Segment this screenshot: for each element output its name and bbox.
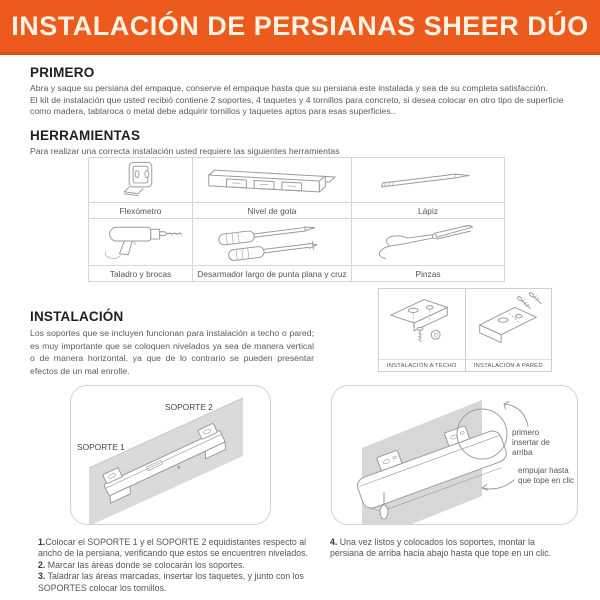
step-number: 1. bbox=[38, 537, 46, 547]
primero-paragraph-1: Abra y saque su persiana del empaque, conserve el empaque hasta que su persiana este instalada y sea de su completa satisfacción. bbox=[30, 83, 548, 93]
tool-label: Nivel de gota bbox=[193, 203, 352, 219]
center-marker: * bbox=[177, 464, 181, 474]
steps-right-column bbox=[330, 537, 560, 560]
step-text: Marcar las áreas donde se colocarán los soportes. bbox=[45, 559, 245, 570]
mounting-diagram-panel bbox=[331, 385, 578, 525]
wall-bracket-icon bbox=[466, 289, 552, 359]
drill-icon bbox=[89, 219, 192, 265]
instalacion-heading: INSTALACIÓN bbox=[30, 309, 124, 324]
title-bar bbox=[0, 0, 600, 55]
steps-left-column bbox=[38, 537, 319, 594]
list-item bbox=[38, 571, 319, 594]
step-text: Colocar el SOPORTE 1 y el SOPORTE 2 equidistantes respecto al ancho de la persiana, verificando que estos se encuentren nivelados. bbox=[38, 537, 308, 559]
brackets-diagram-panel bbox=[70, 385, 271, 525]
ceiling-mount-cell bbox=[378, 288, 466, 372]
spirit-level-icon bbox=[193, 158, 351, 202]
tape-measure-icon bbox=[89, 158, 192, 202]
step-number: 4. bbox=[330, 537, 338, 547]
tool-label: Pinzas bbox=[352, 266, 505, 282]
table-row bbox=[89, 266, 505, 282]
step-text: Una vez listos y colocados los soportes, montar la persiana de arriba hacia abajo hasta que tope en un clic. bbox=[330, 537, 552, 559]
table-row bbox=[89, 219, 505, 266]
mounting-types-figure bbox=[378, 288, 552, 372]
primero-paragraph-2: El kit de instalación que usted recibió contiene 2 soportes, 4 taquetes y 4 tornillos para concreto, si desea colocar en otro tipo de superficie como madera, tablaroca o metal debe adquirir tornillos y taquetes aptos para esas superficies.. bbox=[30, 94, 564, 117]
tool-label: Lápiz bbox=[352, 203, 505, 219]
screwdrivers-icon bbox=[193, 219, 351, 265]
tool-label: Taladro y brocas bbox=[89, 266, 193, 282]
tool-label: Flexómetro bbox=[89, 203, 193, 219]
step-text: Taladrar las áreas marcadas, insertar los taquetes, y junto con los SOPORTES colocar los tornillos. bbox=[38, 571, 304, 593]
section-primero bbox=[30, 65, 574, 118]
primero-heading: PRIMERO bbox=[30, 65, 95, 80]
ceiling-bracket-icon bbox=[379, 289, 465, 359]
step-number: 3. bbox=[38, 571, 46, 582]
wall-mount-caption: INSTALACIÓN A PARED bbox=[466, 359, 552, 371]
pencil-icon bbox=[352, 158, 504, 202]
tools-table bbox=[88, 157, 505, 282]
page-title: INSTALACIÓN DE PERSIANAS SHEER DÚO bbox=[11, 10, 589, 41]
list-item bbox=[38, 560, 319, 571]
wall-mount-cell bbox=[466, 288, 553, 372]
section-instalacion bbox=[30, 309, 314, 377]
soporte-1-label: SOPORTE 1 bbox=[77, 442, 125, 452]
pliers-icon bbox=[352, 219, 504, 265]
section-herramientas bbox=[30, 128, 574, 158]
herramientas-intro: Para realizar una correcta instalación usted requiere las siguientes herramientas bbox=[30, 146, 340, 156]
table-row bbox=[89, 203, 505, 219]
step-number: 2. bbox=[38, 559, 46, 570]
tool-label: Desarmador largo de punta plana y cruz bbox=[193, 266, 352, 282]
list-item bbox=[330, 537, 560, 560]
instalacion-paragraph: Los soportes que se incluyen funcionan para instalación a techo o pared; es muy importante que se coloquen nivelados ya sea de manera vertical o de manera horizontal, ya que de lo contrario se pueden presentar efectos de un mal enrolle. bbox=[30, 328, 314, 376]
ceiling-mount-caption: INSTALACIÓN A TECHO bbox=[379, 359, 465, 371]
push-note: empujar hasta que tope en clic bbox=[518, 466, 575, 485]
herramientas-heading: HERRAMIENTAS bbox=[30, 128, 141, 143]
soporte-2-label: SOPORTE 2 bbox=[165, 402, 213, 412]
table-row bbox=[89, 158, 505, 203]
insert-note: primero insertar de arriba bbox=[512, 428, 550, 457]
list-item bbox=[38, 537, 319, 560]
